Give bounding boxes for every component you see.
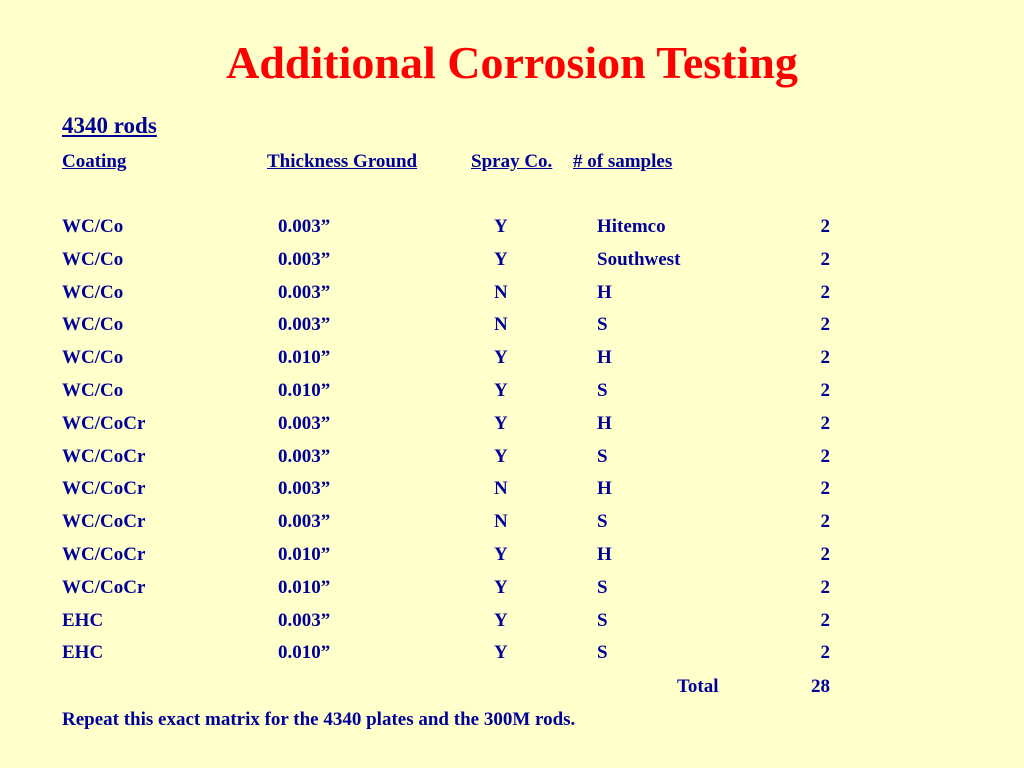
cell-coating: WC/CoCr — [62, 511, 146, 532]
cell-spray-co: S — [597, 577, 608, 598]
cell-coating: WC/Co — [62, 380, 124, 401]
cell-coating: WC/Co — [62, 216, 124, 237]
cell-thickness: 0.010” — [278, 577, 331, 598]
cell-thickness: 0.003” — [278, 478, 331, 499]
cell-spray-co: S — [597, 511, 608, 532]
cell-ground: N — [494, 314, 508, 335]
cell-thickness: 0.003” — [278, 511, 331, 532]
cell-ground: Y — [494, 544, 508, 565]
footer-note: Repeat this exact matrix for the 4340 plates and the 300M rods. — [62, 709, 576, 730]
cell-ground: Y — [494, 446, 508, 467]
cell-coating: WC/Co — [62, 249, 124, 270]
header-coating: Coating — [62, 151, 127, 172]
cell-coating: WC/CoCr — [62, 446, 146, 467]
cell-spray-co: H — [597, 413, 612, 434]
cell-thickness: 0.010” — [278, 380, 331, 401]
cell-samples: 2 — [820, 216, 830, 237]
cell-ground: Y — [494, 216, 508, 237]
cell-samples: 2 — [820, 544, 830, 565]
cell-thickness: 0.010” — [278, 642, 331, 663]
cell-thickness: 0.010” — [278, 544, 331, 565]
cell-coating: WC/CoCr — [62, 577, 146, 598]
subheading: 4340 rods — [62, 113, 157, 138]
cell-thickness: 0.003” — [278, 282, 331, 303]
cell-ground: Y — [494, 347, 508, 368]
total-label: Total — [677, 676, 719, 697]
cell-samples: 2 — [820, 478, 830, 499]
cell-coating: WC/Co — [62, 347, 124, 368]
cell-samples: 2 — [820, 446, 830, 467]
cell-samples: 2 — [820, 577, 830, 598]
cell-ground: Y — [494, 577, 508, 598]
cell-spray-co: S — [597, 314, 608, 335]
cell-ground: Y — [494, 380, 508, 401]
cell-thickness: 0.003” — [278, 446, 331, 467]
cell-samples: 2 — [820, 347, 830, 368]
cell-spray-co: H — [597, 478, 612, 499]
cell-ground: Y — [494, 642, 508, 663]
cell-samples: 2 — [820, 380, 830, 401]
cell-spray-co: H — [597, 544, 612, 565]
cell-ground: Y — [494, 413, 508, 434]
cell-spray-co: S — [597, 380, 608, 401]
cell-ground: N — [494, 478, 508, 499]
cell-coating: WC/Co — [62, 282, 124, 303]
cell-ground: N — [494, 282, 508, 303]
cell-ground: N — [494, 511, 508, 532]
cell-samples: 2 — [820, 642, 830, 663]
cell-samples: 2 — [820, 314, 830, 335]
cell-thickness: 0.003” — [278, 249, 331, 270]
cell-spray-co: S — [597, 642, 608, 663]
cell-coating: WC/CoCr — [62, 413, 146, 434]
header-spray-co: Spray Co. — [471, 151, 553, 172]
cell-samples: 2 — [820, 249, 830, 270]
cell-samples: 2 — [820, 610, 830, 631]
cell-samples: 2 — [820, 282, 830, 303]
cell-ground: Y — [494, 249, 508, 270]
cell-coating: WC/CoCr — [62, 544, 146, 565]
cell-samples: 2 — [820, 511, 830, 532]
cell-coating: WC/Co — [62, 314, 124, 335]
cell-thickness: 0.003” — [278, 413, 331, 434]
cell-coating: WC/CoCr — [62, 478, 146, 499]
cell-thickness: 0.010” — [278, 347, 331, 368]
cell-thickness: 0.003” — [278, 610, 331, 631]
slide-title: Additional Corrosion Testing — [226, 37, 798, 88]
header-thickness-ground: Thickness Ground — [267, 151, 418, 172]
cell-spray-co: S — [597, 610, 608, 631]
cell-coating: EHC — [62, 642, 104, 663]
cell-thickness: 0.003” — [278, 314, 331, 335]
cell-ground: Y — [494, 610, 508, 631]
total-value: 28 — [811, 676, 830, 697]
cell-spray-co: Hitemco — [597, 216, 666, 237]
cell-samples: 2 — [820, 413, 830, 434]
cell-coating: EHC — [62, 610, 104, 631]
cell-spray-co: H — [597, 347, 612, 368]
cell-spray-co: Southwest — [597, 249, 681, 270]
cell-thickness: 0.003” — [278, 216, 331, 237]
cell-spray-co: S — [597, 446, 608, 467]
header-samples: # of samples — [573, 151, 673, 172]
cell-spray-co: H — [597, 282, 612, 303]
